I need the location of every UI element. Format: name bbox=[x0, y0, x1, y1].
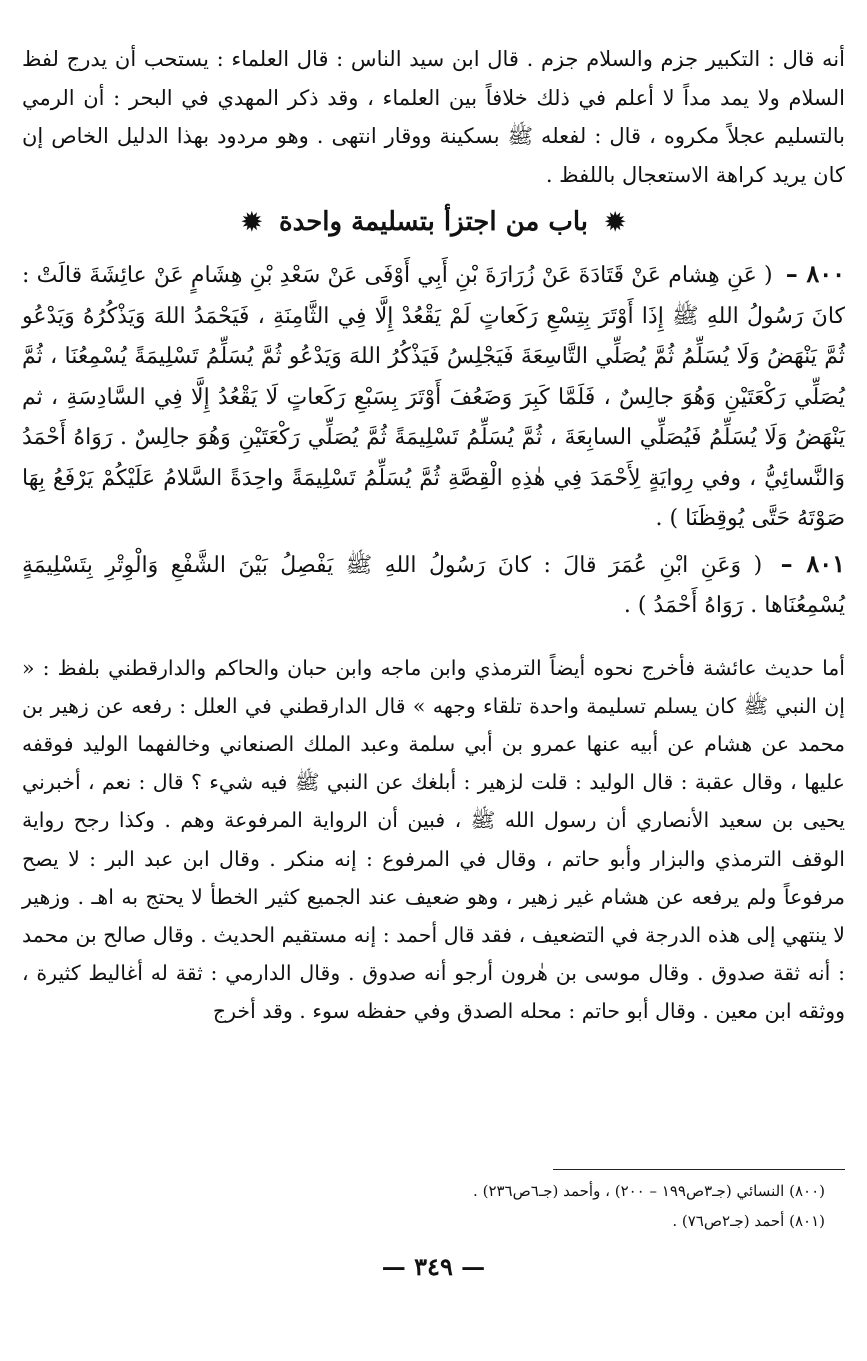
chapter-heading bbox=[22, 200, 845, 244]
commentary-paragraph: أما حديث عائشة فأخرج نحوه أيضاً الترمذي وابن ماجه وابن حبان والحاكم والدارقطني بلفظ : « إن النبي ﷺ كان يسلم تسليمة واحدة تلقاء وجهه » قال الدارقطني في العلل : رفعه عن زهير بن محمد عن هشام عن أبيه عنها عمرو بن أبي سلمة وعبد الملك الصنعاني وخالفهما الوليد فوقفه عليها ، وقال عقبة : قال الوليد : قلت لزهير : أبلغك عن النبي ﷺ فيه شيء ؟ قال : نعم ، أخبرني يحيى بن سعيد الأنصاري أن رسول الله ﷺ ، فبين أن الرواية المرفوعة وهم . وكذا رجح رواية الوقف الترمذي والبزار وأبو حاتم ، وقال في المرفوع : إنه منكر . وقال ابن عبد البر : لا يصح مرفوعاً ولم يرفعه عن هشام غير زهير ، وهو ضعيف عند الجميع كثير الخطأ لا يحتج به اهـ . وزهير لا ينتهي إلى هذه الدرجة في التضعيف ، فقد قال أحمد : إنه مستقيم الحديث . وقال صالح بن محمد : أنه ثقة صدوق . وقال موسى بن هٰرون أرجو أنه صدوق . وقال الدارمي : ثقة له أغاليط كثيرة ، ووثقه ابن معين . وقال أبو حاتم : محله الصدق وفي حفظه سوء . وقد أخرج bbox=[22, 655, 845, 1024]
hadith-text: ( عَنِ هِشام عَنْ قَتَادَةَ عَنْ زُرَارَةَ بْنِ أَبِي أَوْفَى عَنْ سَعْدِ بْنِ هِشَامٍ عَنْ عائِشَةَ قالَتْ : كانَ رَسُولُ اللهِ ﷺ إِذَا أَوْتَرَ بِتِسْعِ رَكَعاتٍ لَمْ يَقْعُدْ إِلَّا فِي الثَّامِنَةِ ، فَيَحْمَدُ اللهَ وَيَذْكُرُهُ وَيَدْعُو ثُمَّ يَنْهَضُ وَلَا يُسَلِّمُ ثُمَّ يُصَلِّي التَّاسِعَةَ فَيَجْلِسُ فَيَذْكُرُ اللهَ وَيَدْعُو ثُمَّ يُسَلِّمُ تَسْلِيمَةً يُسْمِعُنَا ، ثُمَّ يُصَلِّي رَكْعَتَيْنِ وَهُوَ جالِسٌ ، فَلَمَّا كَبِرَ وَضَعُفَ أَوْتَرَ بِسَبْعِ رَكَعاتٍ لَا يَقْعُدُ إِلَّا فِي السَّادِسَةِ ، ثم يَنْهَضُ وَلَا يُسَلِّمُ فَيُصَلِّي السابِعَةَ ، ثُمَّ يُسَلِّمُ تَسْلِيمَةً ثُمَّ يُصَلِّي رَكْعَتَيْنِ وَهُوَ جالِسٌ . رَوَاهُ أَحْمَدُ وَالنَّسائِيُّ ، وفي رِوايَةٍ لِأَحْمَدَ فِي هٰذِهِ الْقِصَّةِ ثُمَّ يُسَلِّمُ تَسْلِيمَةً واحِدَةً السَّلامُ عَلَيْكُمْ يَرْفَعُ بِهَا صَوْتَهُ حَتَّى يُوقِظَنَا ) . bbox=[22, 263, 845, 531]
intro-text: أنه قال : التكبير جزم والسلام جزم . قال ابن سيد الناس : قال العلماء : يستحب أن يدرج لفظ السلام ولا يمد مداً لا أعلم في ذلك خلافاً بين العلماء ، وقد ذكر المهدي في البحر : أن الرمي بالتسليم عجلاً مكروه ، قال : لفعله ﷺ بسكينة ووقار انتهى . وهو مردود بهذا الدليل الخاص إن كان يريد كراهة الاستعجال باللفظ . bbox=[22, 47, 845, 187]
star-ornament-icon: ✹ bbox=[605, 207, 626, 236]
star-ornament-icon: ✹ bbox=[241, 207, 262, 236]
hadith-number: ٨٠٠ – bbox=[785, 259, 845, 288]
hadith-800 bbox=[22, 254, 845, 540]
footnote-801: (٨٠١) أحمد (جـ٢ص٧٦) . bbox=[672, 1212, 825, 1230]
page-body bbox=[22, 40, 845, 1051]
footnote-800: (٨٠٠) النسائي (جـ٣ص١٩٩ – ٢٠٠) ، وأحمد (جـ٦ص٢٣٦) . bbox=[473, 1182, 825, 1200]
footnotes bbox=[22, 1176, 845, 1236]
chapter-title: باب من اجتزأ بتسليمة واحدة bbox=[278, 207, 589, 237]
footnote-divider bbox=[553, 1169, 845, 1170]
page-number: — ٣٤٩ — bbox=[381, 1252, 486, 1281]
hadith-number: ٨٠١ – bbox=[780, 548, 845, 578]
hadith-text: ( وَعَنِ ابْنِ عُمَرَ قالَ : كانَ رَسُولُ اللهِ ﷺ يَفْصِلُ بَيْنَ الشَّفْعِ وَالْوِتْرِ بِتَسْلِيمَةٍ يُسْمِعُنَاها . رَوَاهُ أَحْمَدُ ) . bbox=[22, 552, 845, 618]
hadith-801 bbox=[22, 544, 845, 627]
intro-paragraph bbox=[22, 40, 845, 194]
